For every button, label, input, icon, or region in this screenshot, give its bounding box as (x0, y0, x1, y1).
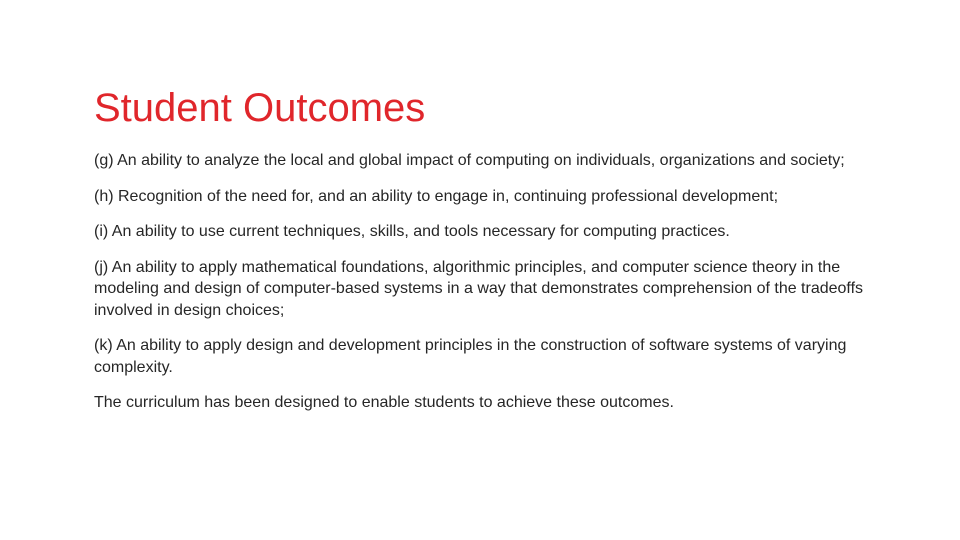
outcome-i: (i) An ability to use current techniques, skills, and tools necessary for computing practices. (94, 223, 730, 240)
outcome-g: (g) An ability to analyze the local and global impact of computing on individuals, organizations and society; (94, 152, 845, 169)
slide-title: Student Outcomes (94, 86, 426, 130)
slide-body (94, 150, 874, 428)
outcome-h: (h) Recognition of the need for, and an ability to engage in, continuing professional development; (94, 187, 779, 205)
outcome-k: (k) An ability to apply design and development principles in the construction of software systems of varying complexity. (94, 337, 847, 376)
outcome-j: (j) An ability to apply mathematical foundations, algorithmic principles, and computer science theory in the modeling and design of computer-based systems in a way that demonstrates comprehension of the tradeoffs involved in design choices; (94, 258, 864, 319)
curriculum-statement: The curriculum has been designed to enable students to achieve these outcomes. (94, 394, 674, 411)
faint-footer-mark (380, 514, 580, 526)
